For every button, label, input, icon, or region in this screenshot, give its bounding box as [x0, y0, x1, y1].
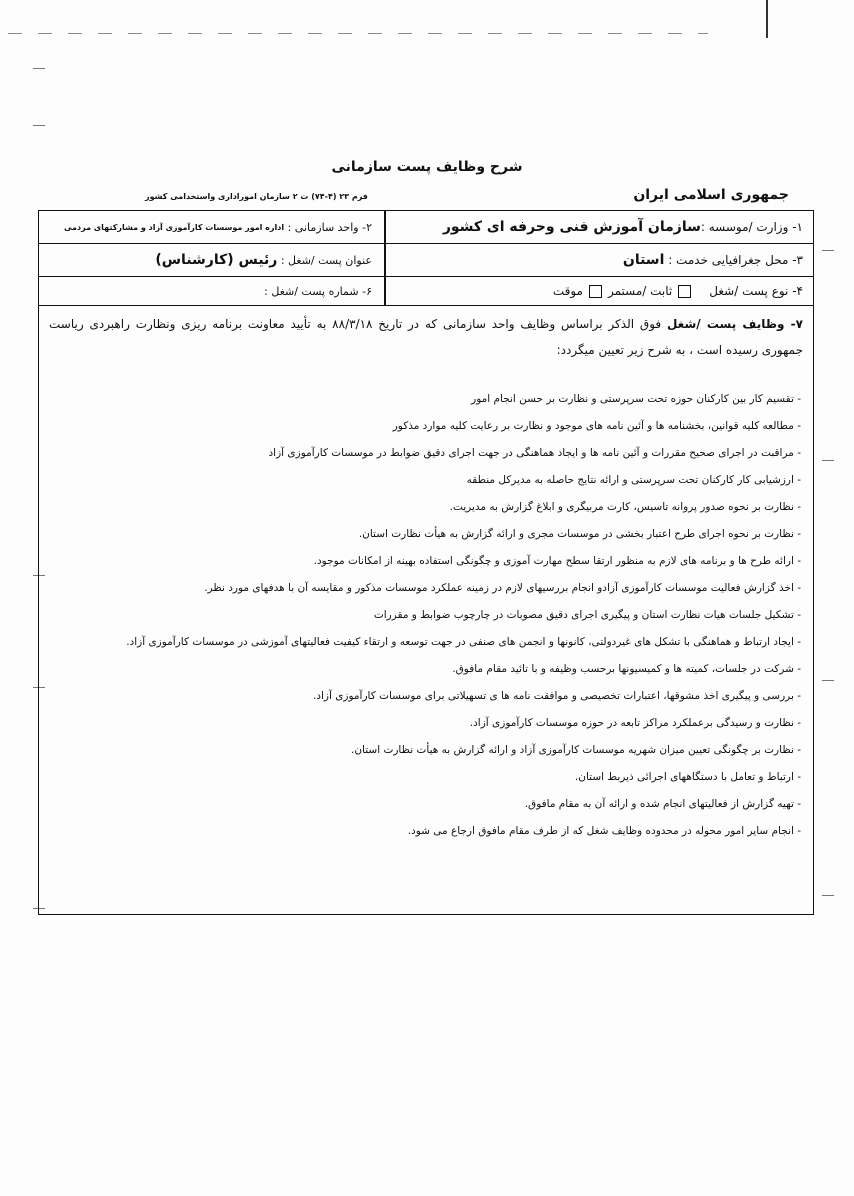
section-7-intro — [49, 311, 803, 363]
scan-tick — [822, 680, 834, 681]
list-item: - تهیه گزارش از فعالیتهای انجام شده و ارائه آن به مقام مافوق. — [524, 798, 801, 810]
location-cell — [623, 244, 803, 276]
row-type-number — [39, 277, 813, 306]
list-item: - مطالعه کلیه قوانین، بخشنامه ها و آئین نامه های موجود و نظارت بر رعایت کلیه موارد مذکور — [392, 420, 801, 432]
list-item: - اخذ گزارش فعالیت موسسات کارآموزی آزادو انجام بررسیهای لازم در زمینه عملکرد موسسات مذکور و مقایسه آن با هدفهای مورد نظر. — [204, 582, 801, 594]
list-item: - ارائه طرح ها و برنامه های لازم به منظور ارتقا سطح مهارت آموزی و چگونگی استفاده بهینه از امکانات موجود. — [313, 555, 801, 567]
ministry-label: ۱- وزارت /موسسه : — [700, 220, 803, 234]
list-item: - ایجاد ارتباط و هماهنگی با تشکل های غیردولتی، کانونها و انجمن های صنفی در جهت توسعه و ارتقاء کیفیت فعالیتهای آموزشی در موسسات کارآموزی آزاد. — [126, 636, 801, 648]
row-location-position — [39, 244, 813, 277]
scan-tick — [822, 895, 834, 896]
ministry-value: سازمان آموزش فنی وحرفه ای کشور — [442, 219, 701, 235]
number-label: ۶- شماره پست /شغل : — [264, 284, 372, 298]
job-description-form — [38, 210, 814, 915]
scan-dash-top — [8, 33, 708, 34]
list-item: - بررسی و پیگیری اخذ مشوقها، اعتبارات تخصیصی و موافقت نامه ها ی تسهیلاتی برای موسسات کارآموزی آزاد. — [312, 690, 801, 702]
country-header: جمهوری اسلامی ایران — [633, 187, 789, 203]
list-item: - مراقبت در اجرای صحیح مقررات و آئین نامه ها و ایجاد هماهنگی در جهت اجرای دقیق ضوابط در موسسات کارآموزی آزاد — [268, 447, 801, 459]
location-label: ۳- محل جغرافیایی خدمت : — [668, 253, 803, 267]
duties-list — [49, 389, 801, 848]
list-item: - تشکیل جلسات هیات نظارت استان و پیگیری اجرای دقیق مصوبات در چارچوب ضوابط و مقررات — [373, 609, 801, 621]
list-item: - ارزشیابی کار کارکنان تحت سرپرستی و ارائه نتایج حاصله به مدیرکل منطقه — [466, 474, 801, 486]
unit-value: اداره امور موسسات کارآموزی آزاد و مشارکتهای مردمی — [63, 222, 285, 232]
position-value: رئیس (کارشناس) — [155, 252, 278, 268]
unit-label: ۲- واحد سازمانی : — [287, 220, 372, 234]
list-item: - نظارت بر نحوه اجرای طرح اعتبار بخشی در موسسات مجری و ارائه گزارش به هیأت نظارت استان. — [358, 528, 801, 540]
position-number-cell — [264, 277, 372, 305]
row-ministry-unit — [39, 211, 813, 244]
form-code: فرم ۲۳ (۴-۷۴) ت ۲ سازمان اموراداری واستخدامی کشور — [145, 192, 368, 201]
location-value: استان — [622, 252, 665, 268]
scan-tick — [822, 250, 834, 251]
type-label: ۴- نوع پست /شغل — [709, 284, 803, 298]
list-item: - تقسیم کار بین کارکنان حوزه تحت سرپرستی و نظارت بر حسن انجام امور — [471, 393, 801, 405]
scan-tick — [33, 68, 45, 69]
checkbox-temporary[interactable] — [589, 285, 602, 298]
unit-cell — [64, 211, 372, 243]
list-item: - ارتباط و تعامل با دستگاههای اجرائی ذیربط استان. — [574, 771, 801, 783]
checkbox-permanent[interactable] — [678, 285, 691, 298]
ministry-cell — [443, 211, 803, 243]
type-option-permanent: ثابت /مستمر — [607, 284, 673, 298]
scan-tick — [822, 460, 834, 461]
list-item: - شرکت در جلسات، کمیته ها و کمیسیونها برحسب وظیفه و با تائید مقام مافوق. — [452, 663, 801, 675]
list-item: - انجام سایر امور محوله در محدوده وظایف شغل که از طرف مقام مافوق ارجاع می شود. — [407, 825, 801, 837]
list-item: - نظارت بر نحوه صدور پروانه تاسیس، کارت مربیگری و ابلاغ گزارش به مدیریت. — [449, 501, 801, 513]
position-label: عنوان پست /شغل : — [280, 253, 372, 267]
section-7-lead: ۷- وظایف پست /شغل — [666, 317, 803, 331]
list-item: - نظارت و رسیدگی برعملکرد مراکز تابعه در حوزه موسسات کارآموزی آزاد. — [469, 717, 801, 729]
list-item: - نظارت بر چگونگی تعیین میزان شهریه موسسات کارآموزی آزاد و ارائه گزارش به هیأت نظارت استان. — [351, 744, 801, 756]
scan-edge-line — [766, 0, 768, 38]
type-option-temporary: موقت — [552, 284, 583, 298]
position-type-cell — [553, 277, 803, 305]
scan-tick — [33, 125, 45, 126]
page-title: شرح وظایف پست سازمانی — [331, 159, 523, 175]
section-7-text: فوق الذکر براساس وظایف واحد سازمانی که در تاریخ ۸۸/۳/۱۸ به تأیید معاونت برنامه ریزی ونظارت راهبردی ریاست جمهوری رسیده است ، به شرح زیر تعیین میگردد: — [49, 317, 803, 357]
position-title-cell — [155, 244, 372, 276]
